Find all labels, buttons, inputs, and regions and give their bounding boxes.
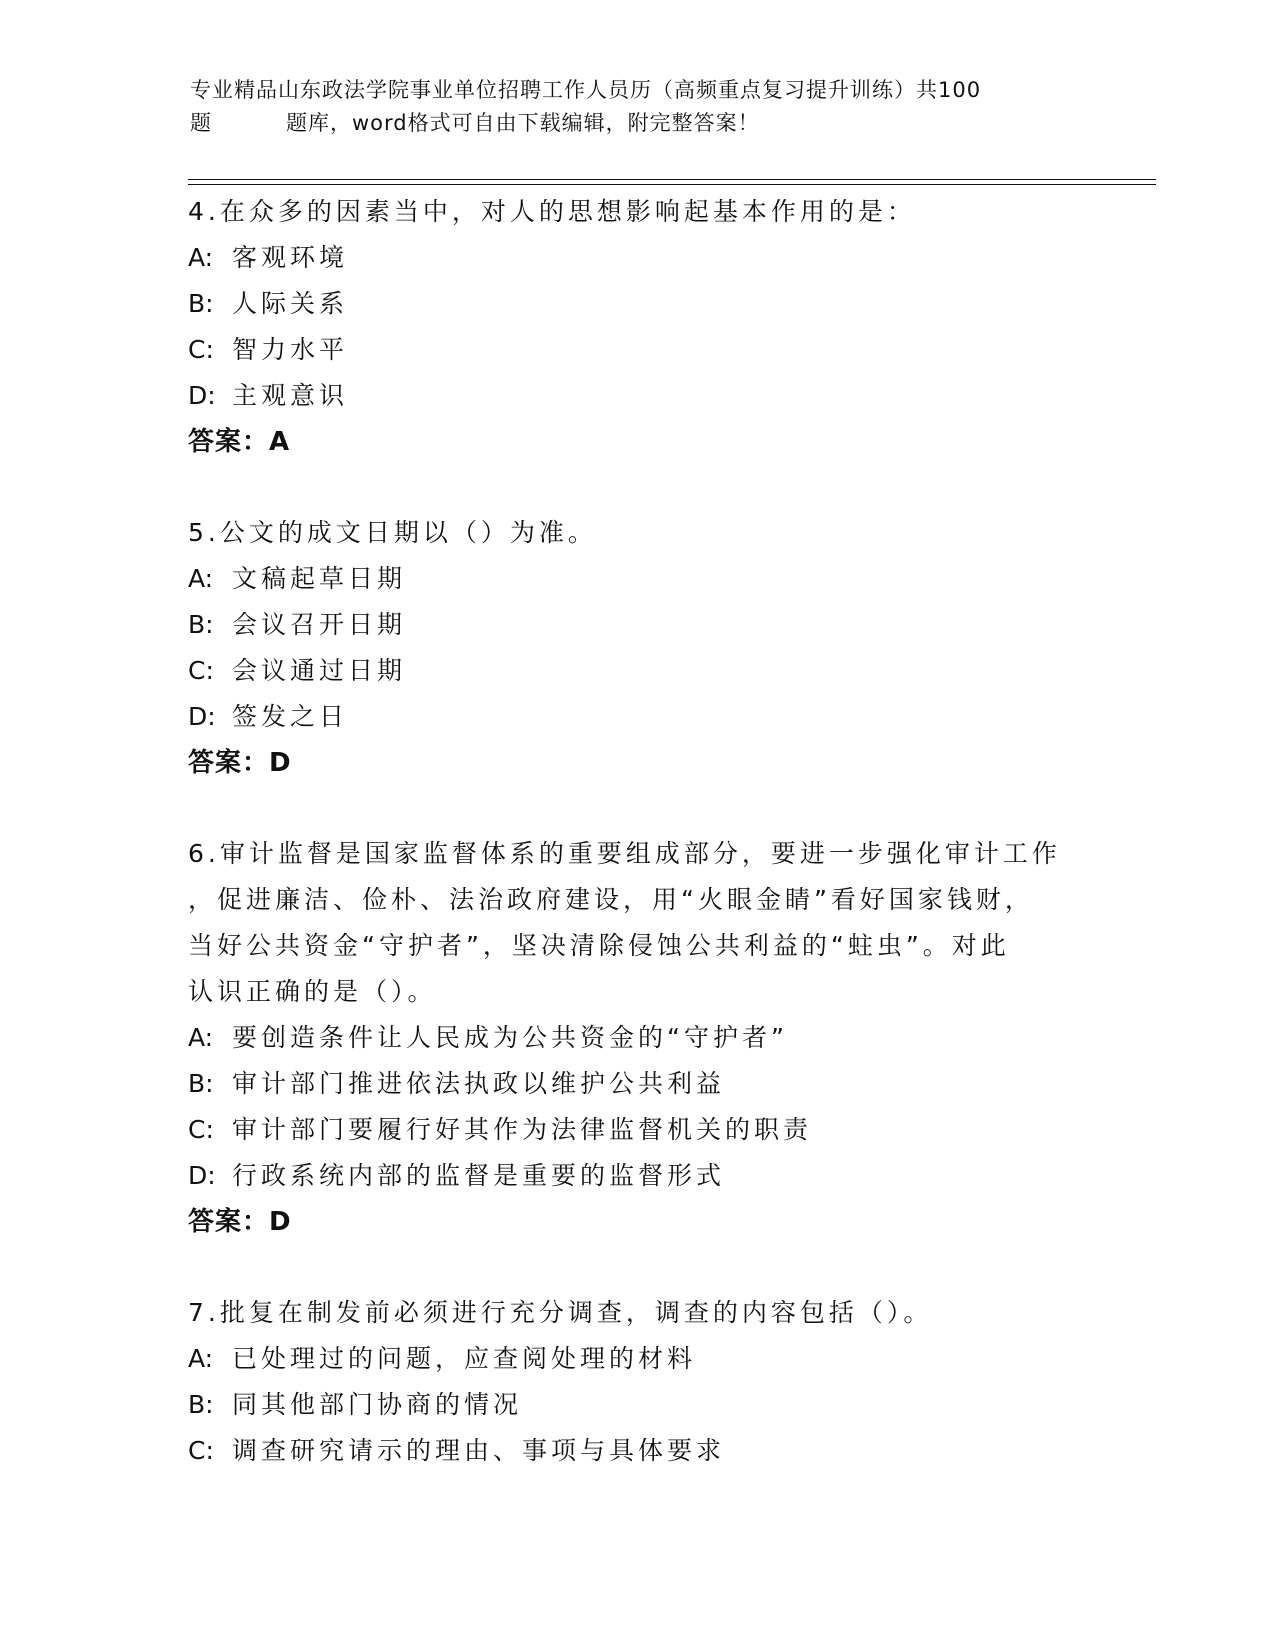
- option-a: [188, 1336, 1088, 1382]
- option-d: [188, 373, 1088, 419]
- question-stem: 5.公文的成文日期以（）为准。: [188, 518, 597, 547]
- option-key: D:: [188, 1161, 216, 1190]
- option-a: [188, 556, 1088, 602]
- option-text: 审计部门推进依法执政以维护公共利益: [232, 1069, 726, 1098]
- option-text: 客观环境: [232, 243, 349, 272]
- option-key: C:: [188, 1115, 214, 1144]
- option-key: A:: [188, 243, 214, 272]
- option-c: [188, 1428, 1088, 1474]
- question-7: [188, 1290, 1088, 1474]
- option-key: A:: [188, 564, 214, 593]
- option-c: [188, 1107, 1088, 1153]
- question-stem: 4.在众多的因素当中，对人的思想影响起基本作用的是：: [188, 197, 916, 226]
- option-text: 审计部门要履行好其作为法律监督机关的职责: [232, 1115, 813, 1144]
- option-b: [188, 281, 1088, 327]
- option-key: A:: [188, 1344, 214, 1373]
- option-key: A:: [188, 1023, 214, 1052]
- header-line-2: [190, 107, 1090, 140]
- option-d: [188, 694, 1088, 740]
- option-text: 主观意识: [232, 381, 349, 410]
- option-text: 调查研究请示的理由、事项与具体要求: [232, 1436, 726, 1465]
- option-text: 智力水平: [232, 335, 349, 364]
- option-text: 人际关系: [232, 289, 349, 318]
- option-key: B:: [188, 610, 214, 639]
- option-key: D:: [188, 702, 216, 731]
- option-key: C:: [188, 656, 214, 685]
- option-b: [188, 602, 1088, 648]
- option-text: 文稿起草日期: [232, 564, 407, 593]
- question-stem-line: 当好公共资金“守护者”，坚决清除侵蚀公共利益的“蛀虫”。对此: [188, 931, 1010, 960]
- answer-line: 答案：D: [188, 748, 292, 778]
- option-a: [188, 1015, 1088, 1061]
- option-text: 已处理过的问题，应查阅处理的材料: [232, 1344, 697, 1373]
- option-text: 会议通过日期: [232, 656, 407, 685]
- option-d: [188, 1153, 1088, 1199]
- question-6: [188, 831, 1088, 1245]
- answer-line: 答案：A: [188, 427, 291, 457]
- option-key: C:: [188, 1436, 214, 1465]
- question-4: [188, 189, 1088, 465]
- option-text: 要创造条件让人民成为公共资金的“守护者”: [232, 1023, 788, 1052]
- option-text: 签发之日: [232, 702, 349, 731]
- question-stem-line: 认识正确的是（）。: [188, 977, 437, 1006]
- option-text: 会议召开日期: [232, 610, 407, 639]
- option-key: C:: [188, 335, 214, 364]
- question-stem: 7.批复在制发前必须进行充分调查，调查的内容包括（）。: [188, 1298, 933, 1327]
- option-c: [188, 327, 1088, 373]
- question-list: [188, 189, 1088, 1519]
- option-key: B:: [188, 1069, 214, 1098]
- question-5: [188, 510, 1088, 786]
- option-text: 行政系统内部的监督是重要的监督形式: [232, 1161, 726, 1190]
- option-b: [188, 1382, 1088, 1428]
- answer-line: 答案：D: [188, 1207, 292, 1237]
- header-line-2-end: 题库，word格式可自由下载编辑，附完整答案！: [286, 111, 760, 135]
- header-divider-bottom: [188, 184, 1156, 185]
- option-c: [188, 648, 1088, 694]
- document-header: [190, 74, 1090, 140]
- header-line-2-start: 题: [190, 111, 212, 135]
- option-key: B:: [188, 1390, 214, 1419]
- question-stem-line: ，促进廉洁、俭朴、法治政府建设，用“火眼金睛”看好国家钱财，: [188, 885, 1034, 914]
- option-a: [188, 235, 1088, 281]
- question-stem-line: 6.审计监督是国家监督体系的重要组成部分，要进一步强化审计工作: [188, 839, 1061, 868]
- option-b: [188, 1061, 1088, 1107]
- option-key: B:: [188, 289, 214, 318]
- option-text: 同其他部门协商的情况: [232, 1390, 523, 1419]
- option-key: D:: [188, 381, 216, 410]
- header-divider-top: [188, 179, 1156, 180]
- header-line-1: 专业精品山东政法学院事业单位招聘工作人员历（高频重点复习提升训练）共100: [190, 78, 982, 102]
